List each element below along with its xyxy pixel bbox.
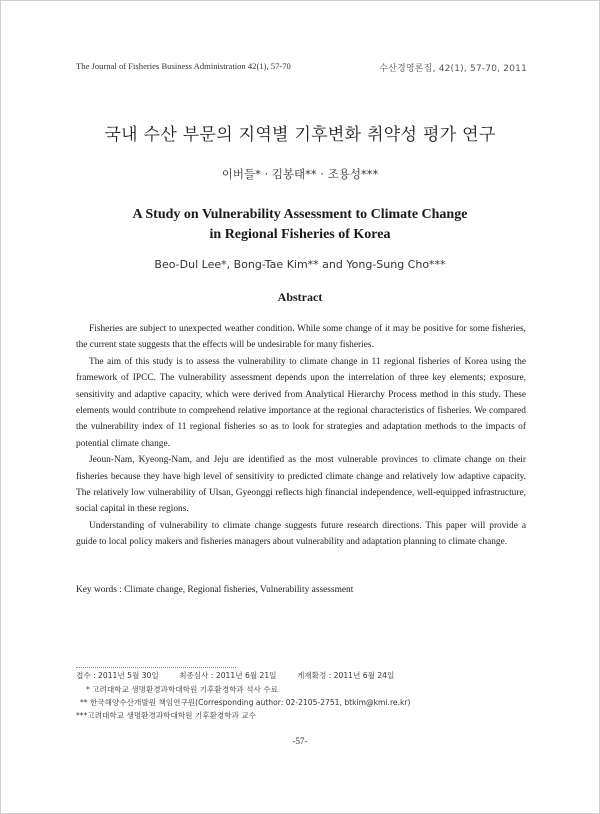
- authors-korean: 이버들* · 김봉태** · 조용성***: [221, 167, 379, 181]
- footnote-divider: [76, 667, 236, 668]
- paper-title-english: [0, 205, 600, 245]
- page-number: -57-: [292, 736, 308, 746]
- submission-dates: [76, 670, 412, 681]
- review-date: 최종심사 : 2011년 6월 21일: [179, 671, 277, 680]
- abstract-paragraph: Understanding of vulnerability to climate change suggests future research directions. This paper will provide a guide to local policy makers and fisheries managers about vulnerability and adaptation planning to climate change.: [76, 520, 526, 548]
- authors-english: Beo-Dul Lee*, Bong-Tae Kim** and Yong-Sung Cho***: [154, 258, 446, 271]
- abstract-paragraph: Fisheries are subject to unexpected weather condition. While some change of it may be positive for some fisheries, the current state suggests that the effects will be undesirable for many fisheries.: [76, 324, 526, 351]
- title-en-line-2: in Regional Fisheries of Korea: [209, 227, 391, 242]
- footnote-author-2: ** 한국해양수산개발원 책임연구원(Corresponding author: 02-2105-2751, btkim@kmi.re.kr): [80, 698, 411, 707]
- journal-header-ko: 수산경영론집, 42(1), 57-70, 2011: [379, 64, 527, 74]
- abstract-paragraph: The aim of this study is to assess the vulnerability to climate change in 11 regional fisheries of Korea using the framework of IPCC. The vulnerability assessment depends upon the interrelation of three key elements; exposure, sensitivity and adaptive capacity, which were derived from Analytical Hierarchy Process method in this study. These elements would contribute to comprehend relative importance at the regional characteristics of fisheries. We compared the vulnerability index of 11 regional fisheries so as to look for strategies and adaptation methods to the impacts of potential climate change.: [76, 356, 526, 449]
- footnote-author-1: * 고려대학교 생명환경과학대학원 기후환경학과 석사 수료: [86, 685, 278, 694]
- keywords: Key words : Climate change, Regional fisheries, Vulnerability assessment: [76, 585, 354, 595]
- accepted-date: 게재확정 : 2011년 6월 24일: [296, 671, 395, 680]
- abstract-heading: Abstract: [277, 290, 323, 304]
- journal-header-en: The Journal of Fisheries Business Administration 42(1), 57-70: [76, 61, 291, 71]
- received-date: 접수 : 2011년 5월 30일: [76, 671, 159, 680]
- paper-title-korean: 국내 수산 부문의 지역별 기후변화 취약성 평가 연구: [104, 125, 496, 145]
- title-en-line-1: A Study on Vulnerability Assessment to Climate Change: [132, 207, 468, 222]
- abstract-body: [76, 321, 526, 551]
- abstract-paragraph: Jeoun-Nam, Kyeong-Nam, and Jeju are identified as the most vulnerable provinces to climate change on their fisheries because they have high level of sensitivity to predicted climate change and relatively low adaptive capacity. The relatively low vulnerability of Ulsan, Gyeonggi reflects high financial independence, well-equipped infrastructure, social capital in these regions.: [76, 455, 526, 515]
- footnote-author-3: ***고려대학교 생명환경과학대학원 기후환경학과 교수: [76, 711, 257, 720]
